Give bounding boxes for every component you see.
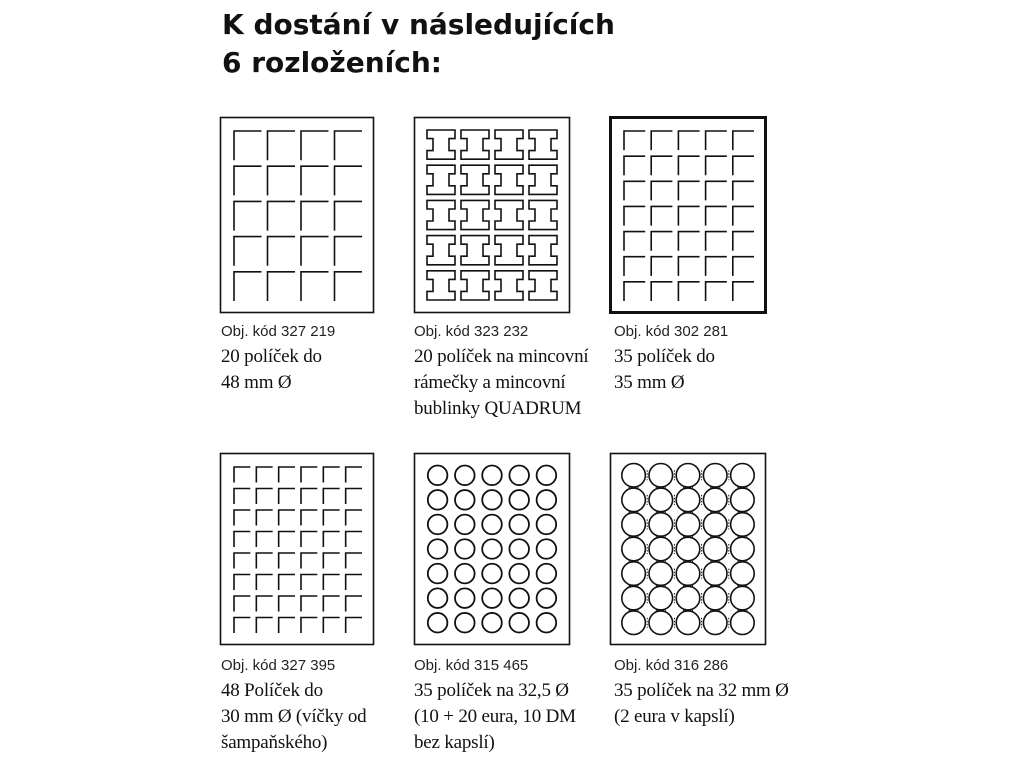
tray-cell (323, 467, 339, 483)
tray-cell (624, 156, 645, 175)
tray-cell (529, 271, 557, 300)
description-line: 35 mm Ø (614, 372, 685, 393)
tray-cell (651, 181, 672, 200)
tray-cell (509, 490, 529, 510)
tray-cell (234, 575, 250, 591)
tray-cell (706, 156, 727, 175)
tray-cell (279, 575, 295, 591)
tray-cell (482, 588, 502, 608)
tray-cell (622, 488, 646, 512)
product-code: Obj. kód 323 232 (414, 323, 529, 340)
title-line-2: 6 rozloženích: (222, 46, 442, 79)
tray-cell (461, 200, 489, 229)
tray-cell (733, 206, 754, 225)
tray-cell (651, 282, 672, 301)
tray-cell (537, 515, 557, 535)
tray-cell (301, 553, 317, 569)
tray-cell (323, 553, 339, 569)
tray-illustration-327395 (219, 452, 375, 646)
tray-cell (335, 201, 363, 230)
tray-cell (301, 532, 317, 548)
tray-cell (649, 586, 673, 610)
tray-cell (256, 596, 272, 612)
tray-cell (495, 200, 523, 229)
tray-cell (455, 490, 475, 510)
description-line: 48 Políček do (221, 680, 323, 701)
tray-illustration-316286 (609, 452, 767, 646)
tray-cell (676, 537, 700, 561)
description-line: 35 políček na 32,5 Ø (414, 680, 569, 701)
tray-cell (482, 564, 502, 584)
tray-cell (622, 611, 646, 635)
tray-cell (234, 489, 250, 505)
tray-cell (323, 575, 339, 591)
tray-cell (706, 232, 727, 251)
tray-cell (234, 166, 262, 195)
tray-cell (427, 165, 455, 194)
tray-cell (649, 611, 673, 635)
tray-cell (301, 131, 329, 160)
tray-cell (234, 201, 262, 230)
tray-cell (482, 466, 502, 486)
tray-illustration-327219 (219, 116, 375, 314)
tray-illustration-302281 (609, 116, 767, 314)
product-code: Obj. kód 316 286 (614, 657, 729, 674)
tray-cell (733, 156, 754, 175)
tray-cell (234, 532, 250, 548)
tray-cell (624, 282, 645, 301)
tray-cell (651, 206, 672, 225)
product-code: Obj. kód 315 465 (414, 657, 529, 674)
tray-cell (323, 489, 339, 505)
tray-cell (455, 564, 475, 584)
tray-cell (537, 613, 557, 633)
tray-frame (611, 118, 766, 313)
tray-cell (482, 515, 502, 535)
tray-cell (509, 466, 529, 486)
tray-cell (279, 553, 295, 569)
tray-cell (622, 562, 646, 586)
page-title (222, 6, 615, 82)
tray-cell (256, 618, 272, 634)
tray-cell (537, 466, 557, 486)
tray-frame (611, 454, 766, 645)
tray-cell (651, 156, 672, 175)
tray-cell (427, 130, 455, 159)
tray-cell (509, 588, 529, 608)
tray-cell (428, 515, 448, 535)
tray-cell (537, 564, 557, 584)
tray-cell (537, 539, 557, 559)
tray-cell (234, 596, 250, 612)
tray-cell (301, 237, 329, 266)
tray-cell (624, 181, 645, 200)
tray-cell (335, 131, 363, 160)
tray-drawing (219, 452, 375, 646)
tray-cell (731, 562, 755, 586)
tray-cell (678, 232, 699, 251)
product-code: Obj. kód 327 395 (221, 657, 336, 674)
tray-cell (678, 156, 699, 175)
tray-cell (649, 488, 673, 512)
tray-cell (301, 596, 317, 612)
tray-cell (703, 537, 727, 561)
tray-cell (428, 490, 448, 510)
tray-cell (335, 237, 363, 266)
tray-cell (651, 257, 672, 276)
tray-cell (323, 618, 339, 634)
tray-cell (649, 537, 673, 561)
tray-cell (234, 272, 262, 301)
description-line: rámečky a mincovní (414, 372, 566, 393)
tray-cell (703, 562, 727, 586)
tray-cell (323, 510, 339, 526)
tray-cell (703, 513, 727, 537)
description-line: 20 políček do (221, 346, 322, 367)
caption-302281 (614, 322, 814, 396)
description-line: 35 políček na 32 mm Ø (614, 680, 789, 701)
tray-cell (428, 613, 448, 633)
tray-cell (346, 510, 362, 526)
tray-cell (256, 467, 272, 483)
tray-cell (268, 201, 296, 230)
tray-frame (415, 118, 570, 313)
tray-cell (622, 464, 646, 488)
tray-cell (323, 596, 339, 612)
tray-cell (256, 489, 272, 505)
tray-cell (706, 282, 727, 301)
tray-cell (676, 488, 700, 512)
tray-cell (649, 513, 673, 537)
tray-illustration-315465 (413, 452, 571, 646)
tray-cell (234, 510, 250, 526)
tray-drawing (413, 116, 571, 314)
tray-cell (678, 206, 699, 225)
tray-cell (495, 236, 523, 265)
tray-cell (678, 257, 699, 276)
tray-cell (509, 613, 529, 633)
tray-cell (346, 575, 362, 591)
tray-cell (482, 613, 502, 633)
tray-cell (529, 236, 557, 265)
tray-cell (461, 236, 489, 265)
tray-cell (346, 553, 362, 569)
tray-cell (676, 611, 700, 635)
tray-cell (279, 618, 295, 634)
tray-cell (649, 562, 673, 586)
tray-cell (495, 130, 523, 159)
tray-illustration-323232 (413, 116, 571, 314)
tray-cell (706, 181, 727, 200)
tray-cell (279, 467, 295, 483)
product-code: Obj. kód 327 219 (221, 323, 336, 340)
tray-cell (346, 596, 362, 612)
tray-cell (268, 131, 296, 160)
tray-cell (624, 131, 645, 150)
description-line: 48 mm Ø (221, 372, 292, 393)
tray-drawing (413, 452, 571, 646)
tray-cell (301, 618, 317, 634)
tray-cell (346, 489, 362, 505)
tray-cell (731, 586, 755, 610)
tray-cell (301, 489, 317, 505)
tray-cell (268, 166, 296, 195)
description-line: 35 políček do (614, 346, 715, 367)
description-line: 30 mm Ø (víčky od (221, 706, 367, 727)
tray-cell (256, 532, 272, 548)
tray-cell (509, 564, 529, 584)
tray-cell (455, 466, 475, 486)
tray-cell (529, 130, 557, 159)
caption-327219 (221, 322, 421, 396)
tray-cell (624, 257, 645, 276)
tray-cell (335, 166, 363, 195)
tray-cell (731, 537, 755, 561)
description-line: bublinky QUADRUM (414, 398, 582, 419)
tray-cell (706, 257, 727, 276)
tray-cell (529, 165, 557, 194)
tray-cell (256, 575, 272, 591)
tray-cell (234, 237, 262, 266)
tray-cell (622, 586, 646, 610)
title-line-1: K dostání v následujících (222, 8, 615, 41)
tray-cell (676, 586, 700, 610)
tray-cell (706, 131, 727, 150)
tray-cell (256, 553, 272, 569)
tray-cell (678, 181, 699, 200)
tray-cell (461, 271, 489, 300)
tray-cell (678, 131, 699, 150)
tray-cell (335, 272, 363, 301)
tray-cell (733, 282, 754, 301)
tray-cell (676, 464, 700, 488)
tray-cell (323, 532, 339, 548)
tray-cell (234, 467, 250, 483)
tray-cell (428, 588, 448, 608)
tray-cell (461, 165, 489, 194)
tray-cell (706, 206, 727, 225)
tray-cell (676, 562, 700, 586)
tray-cell (622, 513, 646, 537)
tray-cell (624, 206, 645, 225)
tray-cell (301, 201, 329, 230)
tray-cell (733, 131, 754, 150)
tray-cell (455, 515, 475, 535)
tray-drawing (609, 452, 767, 646)
tray-cell (234, 618, 250, 634)
tray-cell (427, 236, 455, 265)
tray-cell (455, 613, 475, 633)
tray-cell (495, 271, 523, 300)
tray-cell (346, 467, 362, 483)
tray-cell (279, 596, 295, 612)
tray-cell (279, 510, 295, 526)
tray-frame (415, 454, 570, 645)
tray-cell (461, 130, 489, 159)
tray-cell (234, 553, 250, 569)
tray-cell (428, 466, 448, 486)
tray-cell (537, 588, 557, 608)
tray-cell (301, 575, 317, 591)
tray-cell (455, 588, 475, 608)
description-line: (10 + 20 eura, 10 DM (414, 706, 576, 727)
tray-cell (703, 488, 727, 512)
tray-cell (346, 532, 362, 548)
tray-cell (509, 515, 529, 535)
tray-cell (346, 618, 362, 634)
tray-cell (624, 232, 645, 251)
description-line: bez kapslí) (414, 732, 495, 753)
caption-316286 (614, 656, 814, 730)
tray-cell (731, 611, 755, 635)
tray-frame (221, 118, 374, 313)
description-line: 20 políček na mincovní (414, 346, 589, 367)
tray-cell (649, 464, 673, 488)
caption-327395 (221, 656, 421, 756)
tray-cell (279, 532, 295, 548)
tray-cell (731, 464, 755, 488)
tray-cell (703, 464, 727, 488)
tray-cell (427, 271, 455, 300)
tray-cell (482, 490, 502, 510)
tray-cell (268, 237, 296, 266)
tray-cell (301, 166, 329, 195)
tray-cell (651, 232, 672, 251)
tray-cell (455, 539, 475, 559)
tray-frame (221, 454, 374, 645)
tray-cell (301, 272, 329, 301)
tray-cell (428, 539, 448, 559)
tray-cell (301, 467, 317, 483)
tray-drawing (609, 116, 767, 314)
tray-cell (703, 611, 727, 635)
caption-315465 (414, 656, 614, 756)
tray-drawing (219, 116, 375, 314)
product-code: Obj. kód 302 281 (614, 323, 729, 340)
description-line: (2 eura v kapslí) (614, 706, 735, 727)
tray-cell (537, 490, 557, 510)
tray-cell (731, 488, 755, 512)
tray-cell (622, 537, 646, 561)
description-line: šampaňského) (221, 732, 328, 753)
tray-cell (301, 510, 317, 526)
tray-cell (651, 131, 672, 150)
tray-cell (529, 200, 557, 229)
tray-cell (279, 489, 295, 505)
tray-cell (495, 165, 523, 194)
tray-cell (427, 200, 455, 229)
tray-cell (256, 510, 272, 526)
tray-cell (676, 513, 700, 537)
tray-cell (678, 282, 699, 301)
caption-323232 (414, 322, 614, 422)
tray-cell (703, 586, 727, 610)
tray-cell (731, 513, 755, 537)
tray-cell (733, 257, 754, 276)
tray-cell (482, 539, 502, 559)
tray-cell (733, 232, 754, 251)
tray-cell (733, 181, 754, 200)
tray-cell (268, 272, 296, 301)
tray-cell (428, 564, 448, 584)
tray-cell (509, 539, 529, 559)
tray-cell (234, 131, 262, 160)
